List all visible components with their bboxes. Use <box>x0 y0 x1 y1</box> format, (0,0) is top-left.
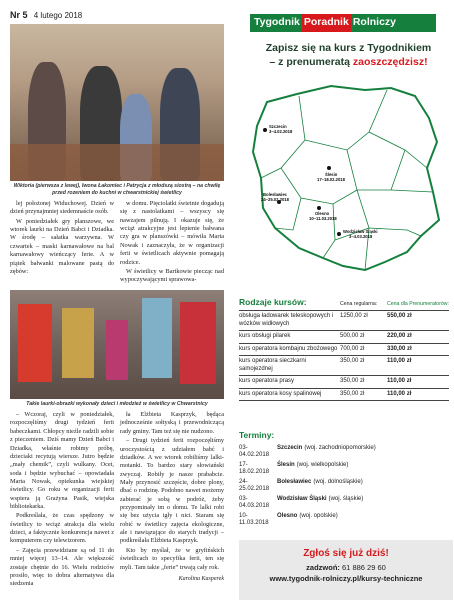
subscriber-price-header: Cena dla Prenumeratorów: <box>387 300 449 307</box>
article-column-3 <box>10 411 114 590</box>
course-name: kurs obsługi pilarek <box>239 333 291 339</box>
paragraph: Kto by myślał, że w gryfińskich świetlicach to specyfika ferii, ten się myli. Tam takie „ferie” trwają cały rok. <box>120 546 224 571</box>
regular-price-header: Cena regularna: <box>340 300 378 307</box>
term-date: 24-25.02.2018 <box>239 479 270 493</box>
course-row <box>239 331 449 344</box>
term-region: (woj. wielkopolskie) <box>296 462 349 469</box>
photo-family-kitchen <box>10 24 224 181</box>
subscriber-price: 550,00 zł <box>387 313 412 319</box>
article-column-1 <box>10 200 114 286</box>
regular-price: 1250,00 zł <box>340 313 368 319</box>
signup-url[interactable]: www.tygodnik-rolniczy.pl/kursy-techniczne <box>269 574 423 583</box>
marker-olesno <box>317 206 321 210</box>
course-ad <box>231 0 454 600</box>
regular-price: 350,00 zł <box>340 390 365 397</box>
signup-box <box>239 540 453 600</box>
phone-number[interactable]: 61 886 29 60 <box>342 563 386 572</box>
paragraph: – Drugi tydzień ferii rozpoczęliśmy uroczystością z udziałem babć i dziadków. A we wtorek robiliśmy lalki-motanki. To bardzo stary słowiański zwyczaj. Robiły je nasze prababcie. Mały przynosić szczęście, dobre plony, dbać o rodzinę. Podobno nawet możemy zabierać je sobą w podróż, żeby przypominały im o domu. Te lalki robi się bez użycia igły i nici. Staram się robić w świetlicy zajęcia ekologiczne, ale i nawiązujące do starych tradycji – podkreślała Elżbieta Kasprzyk. <box>120 437 224 545</box>
masthead-part-1: Tygodnik <box>250 14 302 32</box>
course-name: obsługa ładowarek teleskopowych i wózków widłowych <box>239 313 334 327</box>
photo1-caption: Wiktoria (pierwsza z lewej), Iwona Łakomiec i Patrycja z młodszą siostrą – na chwilę przed rozeniem do kuchni w chwarstnickiej świetlicy <box>13 183 221 196</box>
paragraph: w domu. Pięciolatki świetnie dogadują się z nastolatkami – wszyscy się nawzajem pilnują. I okazuje się, że wciąż atrakcyjne jest lepienie bałwana czy gra w planszówki – mówiła Marta Nowak i zaznaczyła, że w organizacji ferii w świetlicach aktywnie pomagają rodzice. <box>120 200 224 266</box>
term-region: (woj. opolskie) <box>299 513 338 520</box>
courses-table-header <box>239 297 449 311</box>
term-row <box>239 444 449 461</box>
poland-map <box>239 80 451 280</box>
masthead-part-3: Rolniczy <box>351 14 436 32</box>
map-label-date: 3–4.03.2018 <box>349 234 373 239</box>
course-row <box>239 311 449 331</box>
phone-line <box>239 563 453 572</box>
term-date: 03-04.03.2018 <box>239 496 270 510</box>
article <box>10 24 224 590</box>
masthead-part-2: Poradnik <box>302 14 351 32</box>
promo-line-2 <box>251 56 446 70</box>
marker-slesin <box>327 166 331 170</box>
map-label-date: 24–25.02.2018 <box>261 197 289 202</box>
paragraph: W poniedziałek gry planszowe, we wtorek laurki na Dzień Babci i Dziadka. W środę – sałatka warzywna. W czwartek – maski karnawałowe na bal karnawałowy wieńczący ferie. A w piątek bałwanki malowane pastą do zębów: <box>10 217 114 275</box>
promo-line-2-prefix: – z prenumeratą <box>269 55 353 68</box>
term-city: Olesno <box>277 513 298 520</box>
course-row <box>239 344 449 357</box>
term-city: Wodzisław Śląski <box>277 496 327 503</box>
term-region: (woj. dolnośląskie) <box>313 479 363 486</box>
subscriber-price: 330,00 zł <box>387 345 412 352</box>
promo-line-1: Zapisz się na kurs z Tygodnikiem <box>265 42 432 54</box>
map-label-date: 17–18.02.2018 <box>317 177 345 182</box>
term-row <box>239 495 449 512</box>
course-name: kurs operatora sieczkarni samojezdnej <box>239 358 307 372</box>
article-column-4 <box>120 411 224 590</box>
map-label-date: 10–11.03.2018 <box>309 216 337 221</box>
course-name: kurs operatora prasy <box>239 378 295 384</box>
courses-title: Rodzaje kursów: <box>239 297 307 307</box>
issue-number: Nr 5 <box>10 10 28 20</box>
promo-headline <box>251 42 446 69</box>
map-label-date: 3–4.02.2018 <box>269 129 293 134</box>
map-label-city: Olesno <box>315 211 330 216</box>
map-label-city: Szczecin <box>269 124 287 129</box>
course-row <box>239 389 449 402</box>
paragraph: ła Elżbieta Kasprzyk, będąca jednocześnie sołtyską i przewodniczącą rady gminy. Tam też się nie nudzono. <box>120 411 224 435</box>
course-row <box>239 376 449 389</box>
article-top-columns <box>10 200 224 286</box>
photo2-caption: Takie laurki-obrazki wykonały dzieci i młodzież w świetlicy w Chwarstnicy <box>26 400 208 407</box>
marker-szczecin <box>263 128 267 132</box>
regular-price: 500,00 zł <box>340 333 365 339</box>
term-city: Ślesin <box>277 462 295 469</box>
issue-header <box>10 10 82 20</box>
paragraph: Podkreślała, że czas spędzony w świetlicy to wciąż atrakcja dla wielu dzieci, a faktycznie konkurencja nawet z komputerem czy telewizorem. <box>10 512 114 545</box>
paragraph: – Wczoraj, czyli w poniedziałek, rozpoczęliśmy drugi tydzień ferii babeczkami. Chłopcy nieźle radzili sobie z pieczeniem. Dziś mamy Dzień Babci i Dziadka, właśnie robimy próbę, dzieciaki recytują wiersze. Jutro będzie „mały chemik”, czyli wulkany. Ocet, soda i będzie wybuchać – opowiadała Marta Nowak, opiekunka wiejskiej świetlicy. Go roku w organizacji ferii wspiera ją Grażyna Pasik, wiejska bibliotekarka. <box>10 411 114 511</box>
map-label-city: Ślesin <box>325 172 338 177</box>
poland-map-svg <box>239 80 451 280</box>
subscriber-price: 110,00 zł <box>387 390 412 397</box>
term-date: 03-04.02.2018 <box>239 445 270 459</box>
course-row <box>239 356 449 376</box>
paragraph: – Zajęcia przewidziane są od 11 do mniej więcej 13–14. Ale większość zostaje chętnie do 16. Wielu rodziców prosiło, więc to dobra alternatywa dla siedzenia <box>10 546 114 588</box>
term-region: (woj. zachodniopomorskie) <box>304 445 376 452</box>
term-row <box>239 478 449 495</box>
subscriber-price: 110,00 zł <box>387 378 412 384</box>
term-region: (woj. śląskie) <box>328 496 364 503</box>
regular-price: 700,00 zł <box>340 345 365 352</box>
map-label-city: Wodzisław Śląski <box>343 229 378 234</box>
terms-list <box>239 430 449 529</box>
term-city: Szczecin <box>277 445 303 452</box>
course-name: kurs operatora kosy spalinowej <box>239 390 322 397</box>
article-bottom-columns <box>10 411 224 590</box>
subscriber-price: 110,00 zł <box>387 358 412 364</box>
term-date: 10-11.03.2018 <box>239 513 269 527</box>
article-column-2 <box>120 200 224 286</box>
terms-title: Terminy: <box>239 430 275 440</box>
phone-label: zadzwoń: <box>306 563 340 572</box>
issue-date: 4 lutego 2018 <box>33 11 83 20</box>
subscriber-price: 220,00 zł <box>387 333 412 339</box>
term-row <box>239 461 449 478</box>
map-label-city: Bolesławiec <box>263 192 287 197</box>
course-name: kurs operatora kombajnu zbożowego <box>239 345 338 352</box>
paragraph: W świetlicy w Bartkowie piecząc nad wypoczywającymi sprawowa- <box>120 267 224 284</box>
signup-heading: Zgłoś się już dziś! <box>303 548 389 559</box>
masthead-logo <box>250 14 436 32</box>
term-row <box>239 512 449 529</box>
term-city: Bolesławiec <box>277 479 312 486</box>
promo-highlight: zaoszczędzisz! <box>352 55 428 68</box>
author-signature: Karolina Kasperek <box>178 575 224 582</box>
marker-wodzislaw <box>337 232 341 236</box>
photo-laurki <box>10 290 224 399</box>
regular-price: 350,00 zł <box>340 378 365 384</box>
term-date: 17-18.02.2018 <box>239 462 270 476</box>
paragraph: lej położonej Widuchowej. Dzień w dzień przynajmniej siedemnaście osób. <box>10 200 114 216</box>
regular-price: 350,00 zł <box>340 358 365 364</box>
poland-outline <box>253 86 439 270</box>
courses-table <box>239 297 449 401</box>
